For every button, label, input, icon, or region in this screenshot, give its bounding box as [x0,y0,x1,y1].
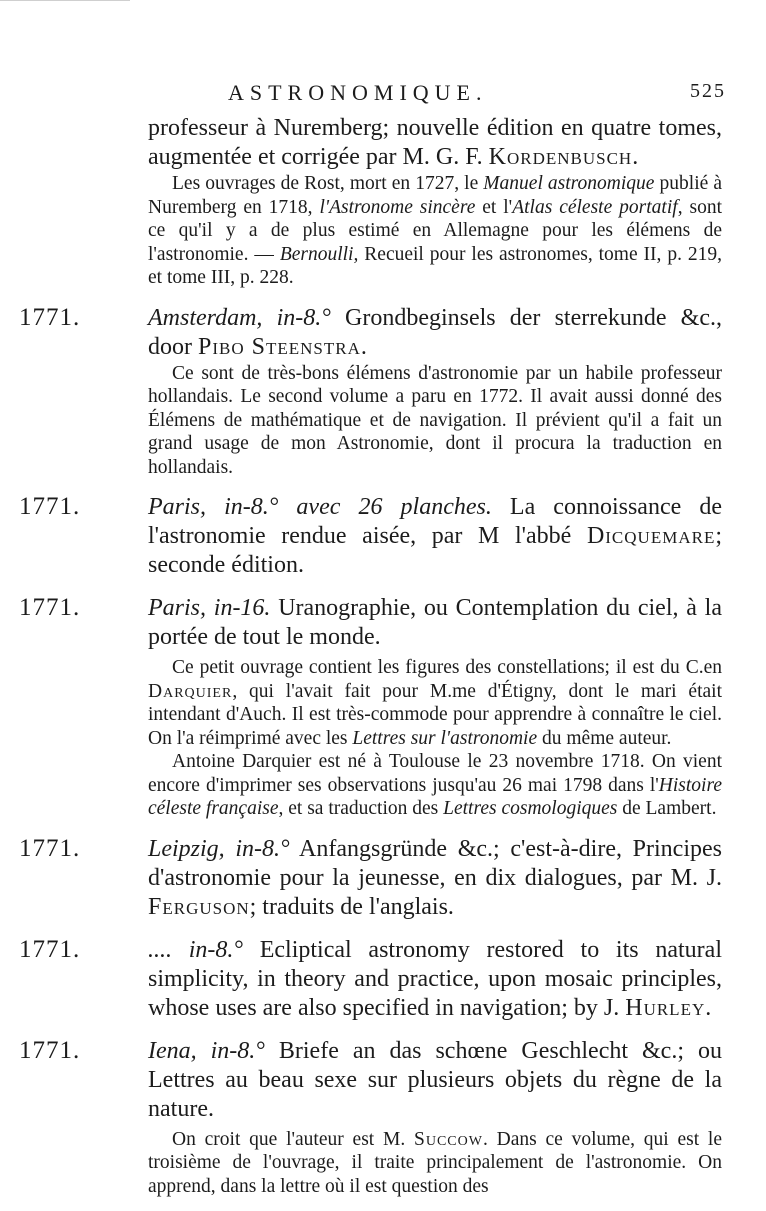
author-name: Kordenbusch [488,144,633,170]
entry-note: On croit que l'auteur est M. Succow. Dans ce volume, qui est le troisième de l'ouvrage, il traite principalement de l'astronomie. On apprend, dans la lettre où il est question des [148,1128,722,1197]
page-body [0,114,766,1198]
entry-year: 1771. [19,935,81,963]
entry-title: Paris, in-8.° avec 26 planches. La connoissance de l'astronomie rendue aisée, par M l'abbé Dicquemare; seconde édition. [148,494,722,578]
author-name: Ferguson [148,893,250,920]
author-name: Hurley [625,994,706,1021]
entry-year: 1771. [19,594,81,621]
entry-title: Leipzig, in-8.° Anfangsgründe &c.; c'est-à-dire, Principes d'astronomie pour la jeunesse, en dix dialogues, par M. J. Ferguson; traduits de l'anglais. [148,835,722,920]
continued-note: Les ouvrages de Rost, mort en 1727, le Manuel astronomique publié à Nuremberg en 1718, l'Astronome sincère et l'Atlas céleste portatif, sont ce qu'il y a de plus estimé en Allemagne pour les élémens de l'astronomie. — Bernoulli, Recueil pour les astronomes, tome II, p. 219, et tome III, p. 228. [148,173,723,288]
entry-title: Iena, in-8.° Briefe an das schœne Geschlecht &c.; ou Lettres au beau sexe sur plusieurs objets du règne de la nature. [148,1037,722,1122]
entry-steenstra [0,304,766,480]
author-name: Darquier [148,680,233,702]
continued-entry [0,114,766,290]
entry-imprint: Paris, in-16. [148,595,271,621]
entry-dicquemare [0,493,766,580]
entry-title: .... in-8.° Ecliptical astronomy restored to its natural simplicity, in theory and practice, upon mosaic principles, whose uses are also specified in navigation; by J. Hurley. [148,936,722,1021]
entry-title: Amsterdam, in-8.° Grondbeginsels der sterrekunde &c., door Pibo Steenstra. [148,304,722,360]
entry-darquier [0,594,766,821]
entry-succow [0,1037,766,1199]
continued-title: professeur à Nuremberg; nouvelle édition en quatre tomes, augmentée et corrigée par M. G. F. Kordenbusch. [148,115,722,170]
entry-year: 1771. [19,1036,81,1064]
entry-imprint: Iena, in-8.° [148,1037,265,1064]
entry-imprint: Amsterdam, in-8.° [148,304,331,331]
entry-imprint: Paris, in-8.° avec 26 planches. [148,494,492,520]
page-number: 525 [690,80,726,102]
running-title: ASTRONOMIQUE. [228,80,488,105]
entry-imprint: Leipzig, in-8.° [148,835,290,862]
author-name: Dicquemare [586,523,716,549]
entry-year: 1771. [19,303,81,331]
entry-title: Paris, in-16. Uranographie, ou Contemplation du ciel, à la portée de tout le monde. [148,595,722,650]
entry-note-secondary: Antoine Darquier est né à Toulouse le 23 novembre 1718. On vient encore d'imprimer ses observations jusqu'au 26 mai 1798 dans l'Histoire céleste française, et sa traduction des Lettres cosmologiques de Lambert. [148,751,722,819]
entry-note: Ce sont de très-bons élémens d'astronomie par un habile professeur hollandais. Le second volume a paru en 1772. Il avait aussi donné des Élémens de mathématique et de navigation. Il prévient qu'il a fait un grand usage de mon Astronomie, dont il procura la traduction en hollandais. [148,362,722,478]
entry-year: 1771. [19,493,81,520]
entry-imprint: .... in-8.° [148,936,243,963]
entry-ferguson [0,835,766,922]
entry-hurley [0,936,766,1023]
entry-year: 1771. [19,834,81,862]
author-name: Succow [414,1128,483,1150]
entry-note: Ce petit ouvrage contient les figures des constellations; il est du C.en Darquier, qui l'avait fait pour M.me d'Étigny, dont le mari était intendant d'Auch. Il est très-commode pour apprendre à connaître le ciel. On l'a réimprimé avec les Lettres sur l'astronomie du même auteur. [148,657,722,749]
top-rule [0,0,130,1]
author-name: Pibo Steenstra [198,333,361,360]
